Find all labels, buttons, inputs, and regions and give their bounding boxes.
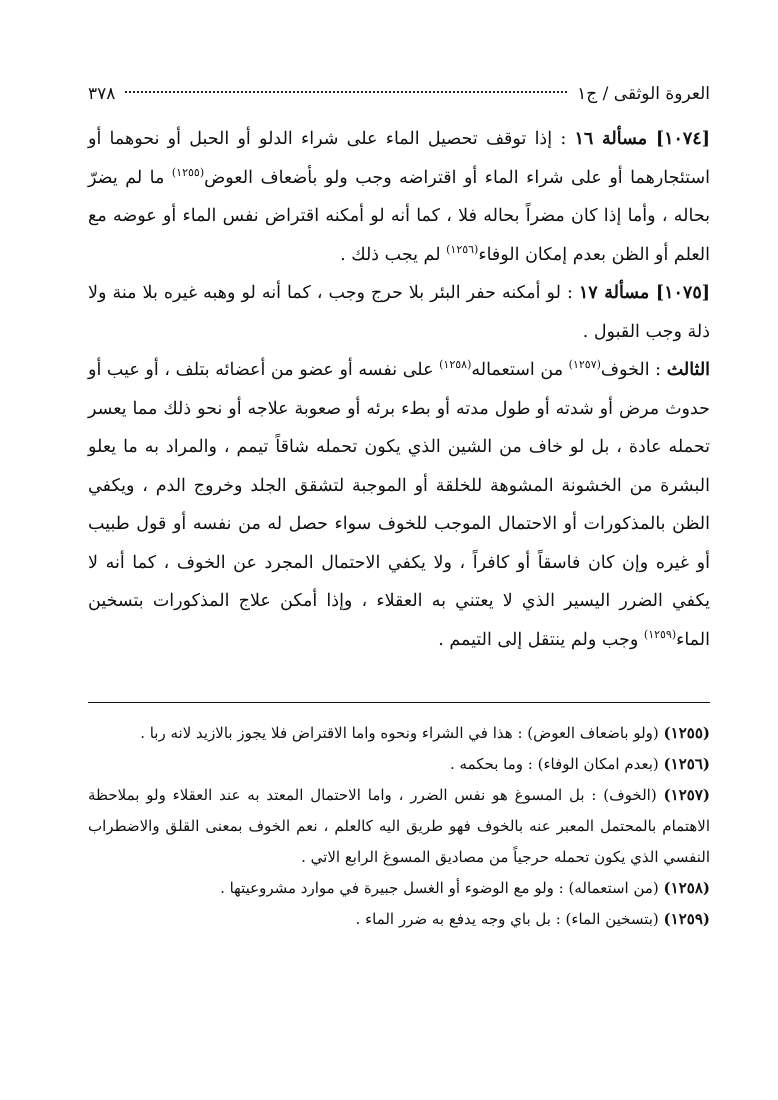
footnote-number: (١٢٥٧): [663, 786, 710, 804]
footnote-text: (الخوف) : بل المسوغ هو نفس الضرر ، واما الاحتمال المعتد به عند العقلاء ولو بملاحظة الاهتمام بالمحتمل المعبر عنه بالخوف فهو طريق اليه كالعلم ، نعم الخوف بمعنى القلق والاضطراب النفسي الذي يكون تحمله حرجياً من مصاديق المسوغ الرابع الاتي .: [88, 786, 710, 866]
running-title: العروة الوثقى / ج١: [577, 84, 710, 104]
footnote-1258: [88, 873, 710, 904]
footnote-1256: [88, 749, 710, 780]
paragraph-text: لم يجب ذلك .: [340, 244, 447, 265]
footnote-1257: [88, 780, 710, 873]
page-number: ٣٧٨: [88, 84, 116, 104]
header-dot-leader: [125, 91, 567, 93]
footnotes: [88, 718, 710, 935]
issue-label: [١٠٧٥] مسألة ١٧: [578, 283, 711, 303]
footnote-number: (١٢٥٥): [663, 724, 710, 742]
footnote-1259: [88, 904, 710, 935]
footnote-ref: (١٢٥٦): [446, 242, 479, 256]
footnote-text: (من استعماله) : ولو مع الوضوء أو الغسل جبيرة في موارد مشروعيتها .: [220, 879, 664, 897]
footnote-ref: (١٢٥٨): [439, 358, 472, 372]
footnote-number: (١٢٥٨): [663, 879, 710, 897]
paragraph-third: [88, 351, 710, 659]
paragraph-text: من استعماله: [471, 360, 569, 380]
footnote-text: (ولو باضعاف العوض) : هذا في الشراء ونحوه واما الاقتراض فلا يجوز بالازيد لانه ربا .: [140, 724, 664, 742]
running-header: [88, 84, 710, 118]
paragraph-issue-17: [88, 274, 710, 351]
footnote-number: (١٢٥٦): [663, 755, 710, 773]
footnote-1255: [88, 718, 710, 749]
footnote-text: (بعدم امكان الوفاء) : وما بحكمه .: [450, 755, 664, 773]
footnote-ref: (١٢٥٧): [568, 358, 601, 372]
paragraph-text: : الخوف: [600, 360, 667, 380]
issue-label: [١٠٧٤] مسألة ١٦: [574, 129, 710, 149]
section-label: الثالث: [666, 360, 711, 380]
footnote-number: (١٢٥٩): [663, 910, 710, 928]
paragraph-text: ما لم يضرّ بحاله ، وأما إذا كان مضراً بحاله فلا ، كما أنه لو أمكنه اقتراض نفس الماء أو عوضه مع العلم أو الظن بعدم إمكان الوفاء: [88, 167, 710, 265]
footnote-ref: (١٢٥٩): [643, 627, 677, 641]
footnote-ref: (١٢٥٥): [171, 165, 205, 179]
paragraph-text: : إذا توقف تحصيل الماء على شراء الدلو أو الحبل أو نحوهما أو استئجارهما أو على شراء الماء أو اقتراضه وجب ولو بأضعاف العوض: [88, 129, 710, 188]
footnote-divider: [88, 702, 710, 703]
page-body: [88, 84, 710, 659]
paragraph-issue-16: [88, 120, 710, 274]
footnote-text: (بتسخين الماء) : بل باي وجه يدفع به ضرر الماء .: [355, 910, 664, 928]
paragraph-text: وجب ولم ينتقل إلى التيمم .: [438, 629, 644, 650]
paragraph-text: على نفسه أو عضو من أعضائه بتلف ، أو عيب أو حدوث مرض أو شدته أو طول مدته أو بطء برئه أو صعوبة علاجه أو نحو ذلك مما يعسر تحمله عادة ، بل لو خاف من الشين الذي يكون تحمله شاقاً تيمم ، والمراد به ما يعلو البشرة من الخشونة المشوهة للخلقة أو الموجبة لتشقق الجلد وخروج الدم ، ويكفي الظن بالمذكورات أو الاحتمال الموجب للخوف سواء حصل له من نفسه أو قول طبيب أو غيره وإن كان فاسقاً أو كافراً ، ولا يكفي الاحتمال المجرد عن الخوف ، كما أنه لا يكفي الضرر اليسير الذي لا يعتني به العقلاء ، وإذا أمكن علاج المذكورات بتسخين الماء: [88, 360, 710, 650]
paragraph-text: : لو أمكنه حفر البئر بلا حرج وجب ، كما أنه لو وهبه غيره بلا منة ولا ذلة وجب القبول .: [88, 283, 710, 342]
